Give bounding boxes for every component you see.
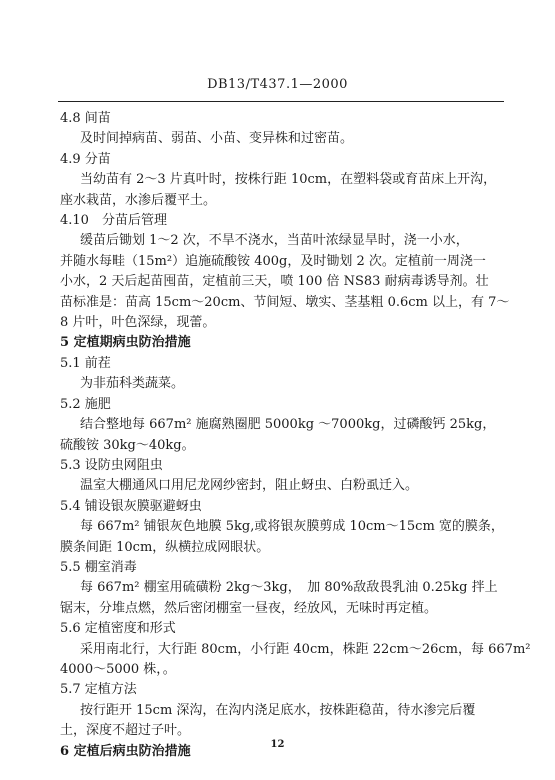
- section-heading: 5.5 棚室消毒: [60, 559, 137, 575]
- body-text-line: 苗标准是：苗高 15cm～20cm、节间短、墩实、茎基粗 0.6cm 以上，有 7～: [60, 294, 510, 310]
- body-text-line: 膜条间距 10cm，纵横拉成网眼状。: [60, 539, 270, 555]
- body-text-line: 锯末，分堆点燃，然后密闭棚室一昼夜，经放风，无味时再定植。: [60, 600, 438, 616]
- body-text-line: 温室大棚通风口用尼龙网纱密封，阻止蚜虫、白粉虱迁入。: [80, 478, 419, 494]
- body-text-line: 土，深度不超过子叶。: [60, 723, 191, 739]
- section-heading: 5.1 前茬: [60, 355, 111, 371]
- section-heading: 4.9 分苗: [60, 151, 111, 167]
- body-text-line: 结合整地每 667m² 施腐熟圈肥 5000kg ～7000kg，过磷酸钙 25kg，: [80, 417, 496, 433]
- body-text-line: 及时间掉病苗、弱苗、小苗、变异株和过密苗。: [80, 131, 354, 147]
- body-text-line: 4000～5000 株，。: [60, 661, 176, 677]
- section-heading: 5.2 施肥: [60, 396, 111, 412]
- body-text-line: 硫酸铵 30kg～40kg。: [60, 437, 195, 453]
- body-text-line: 座水栽苗，水渗后覆平土。: [60, 192, 217, 208]
- body-text-line: 为非茄科类蔬菜。: [80, 376, 185, 392]
- body-text-line: 并随水每畦（15m²）追施硫酸铵 400g，及时锄划 2 次。定植前一周浇一: [60, 253, 486, 269]
- page-number: 12: [270, 739, 285, 750]
- section-heading: 5 定植期病虫防治措施: [60, 335, 191, 351]
- section-heading: 4.10 分苗后管理: [60, 213, 167, 229]
- section-heading: 5.6 定植密度和形式: [60, 621, 176, 637]
- section-heading: 5.3 设防虫网阻虫: [60, 457, 163, 473]
- section-heading: 4.8 间苗: [60, 111, 111, 126]
- body-text-line: 8 片叶，叶色深绿，现蕾。: [60, 315, 216, 331]
- section-heading: 5.7 定植方法: [60, 682, 137, 698]
- body-text-line: 采用南北行，大行距 80cm，小行距 40cm，株距 22cm～26cm，每 667m²: [80, 641, 531, 657]
- body-text-line: 当幼苗有 2～3 片真叶时，按株行距 10cm，在塑料袋或育苗床上开沟，: [80, 172, 497, 188]
- standard-code: DB13/T437.1—2000: [207, 77, 348, 92]
- document-body: [60, 109, 531, 762]
- body-text-line: 按行距开 15cm 深沟，在沟内浇足底水，按株距稳苗，待水渗完后覆: [80, 702, 476, 718]
- section-heading: 5.4 铺设银灰膜驱避蚜虫: [60, 498, 202, 514]
- body-text-line: 小水，2 天后起苗囤苗，定植前三天，喷 100 倍 NS83 耐病毒诱导剂。壮: [60, 274, 489, 290]
- body-text-line: 每 667m² 棚室用硫磺粉 2kg～3kg， 加 80%敌敌畏乳油 0.25kg 拌上: [80, 580, 498, 596]
- body-text-line: 缓苗后锄划 1～2 次，不旱不浇水，当苗叶浓绿显旱时，浇一小水，: [80, 233, 469, 249]
- header-rule: [58, 101, 504, 102]
- body-text-line: 每 667m² 铺银灰色地膜 5kg,或将银灰膜剪成 10cm～15cm 宽的膜条，: [80, 519, 504, 535]
- section-heading: 6 定植后病虫防治措施: [60, 743, 191, 759]
